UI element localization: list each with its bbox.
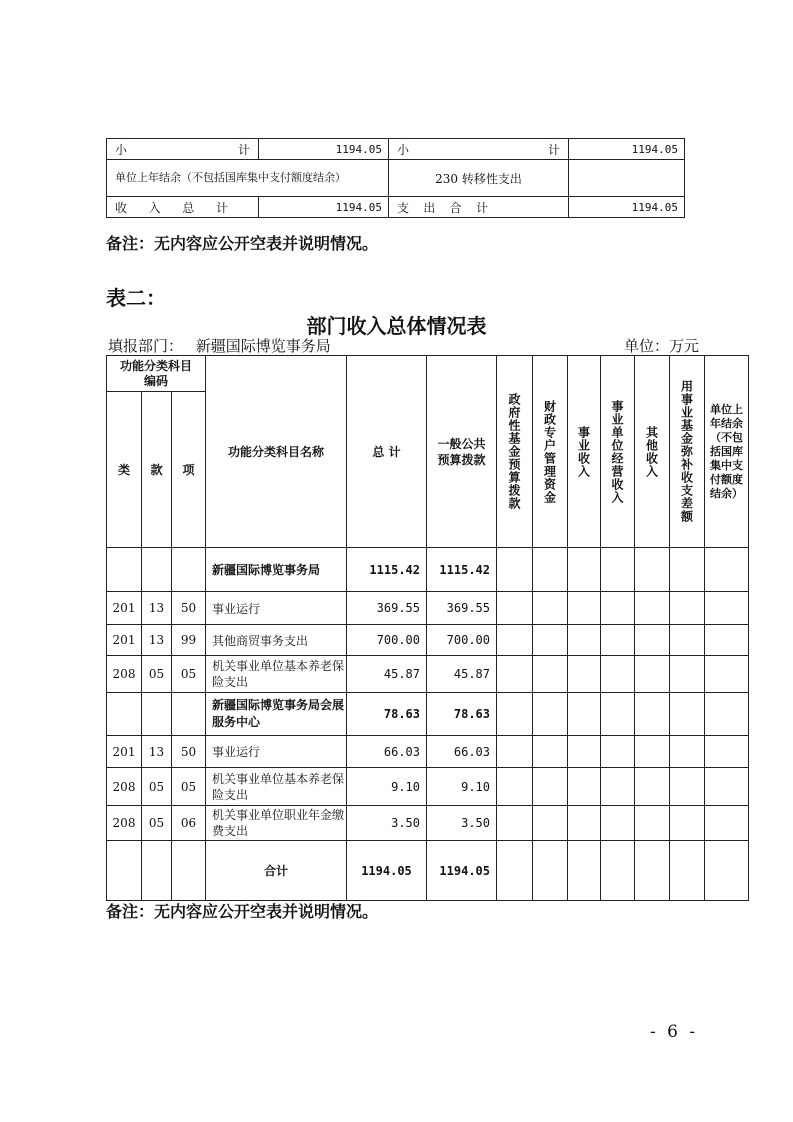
cell-kuan: 13 <box>142 736 172 768</box>
header-deficit-fund: 用事业基金弥补收支差额 <box>670 356 705 548</box>
cell-kuan: 05 <box>142 656 172 693</box>
cell-kuan <box>142 693 172 736</box>
carryover-row <box>107 160 685 197</box>
cell-lei: 208 <box>107 656 142 693</box>
subtotal-right-value: 1194.05 <box>569 139 685 160</box>
cell-general: 45.87 <box>427 656 497 693</box>
cell-lei <box>107 548 142 592</box>
cell-general: 369.55 <box>427 592 497 625</box>
header-name: 功能分类科目名称 <box>206 356 347 548</box>
cell-xiang: 50 <box>172 736 206 768</box>
table-row <box>107 806 749 841</box>
cell-general: 700.00 <box>427 625 497 656</box>
table-row <box>107 768 749 806</box>
header-gov-fund: 政府性基金预算拨款 <box>497 356 533 548</box>
cell-name: 机关事业单位职业年金缴费支出 <box>206 806 347 841</box>
header-kuan: 款 <box>142 392 172 548</box>
sum-general: 1194.05 <box>427 841 497 901</box>
subtotal-row <box>107 139 685 160</box>
cell-name: 事业运行 <box>206 592 347 625</box>
cell-lei: 208 <box>107 768 142 806</box>
budget-summary-table-continued <box>106 138 685 218</box>
cell-xiang: 06 <box>172 806 206 841</box>
header-carryover: 单位上年结余（不包括国库集中支付额度结余） <box>705 356 749 548</box>
cell-lei: 201 <box>107 736 142 768</box>
cell-total: 700.00 <box>347 625 427 656</box>
unit-label: 单位：万元 <box>624 337 700 355</box>
header-special-fund: 财政专户管理资金 <box>533 356 568 548</box>
fill-department <box>108 335 331 356</box>
header-business-income: 事业收入 <box>568 356 601 548</box>
expense-total-value: 1194.05 <box>569 197 685 218</box>
cell-lei: 201 <box>107 625 142 656</box>
fill-department-label: 填报部门： <box>108 337 184 355</box>
header-general-budget: 一般公共预算拨款 <box>427 356 497 548</box>
cell-total: 9.10 <box>347 768 427 806</box>
page-number: - 6 - <box>650 1022 699 1042</box>
cell-general: 1115.42 <box>427 548 497 592</box>
cell-general: 3.50 <box>427 806 497 841</box>
section-heading: 表二： <box>106 286 166 310</box>
cell-xiang <box>172 548 206 592</box>
table-row <box>107 656 749 693</box>
cell-name: 事业运行 <box>206 736 347 768</box>
table-row <box>107 548 749 592</box>
subtotal-left-label: 小 计 <box>107 139 259 160</box>
cell-xiang: 50 <box>172 592 206 625</box>
cell-lei: 201 <box>107 592 142 625</box>
table-row <box>107 693 749 736</box>
header-category-group: 功能分类科目编码 <box>107 356 206 392</box>
cell-total: 66.03 <box>347 736 427 768</box>
expense-total-label: 支 出 合 计 <box>389 197 569 218</box>
sum-label: 合计 <box>206 841 347 901</box>
cell-xiang: 99 <box>172 625 206 656</box>
header-xiang: 项 <box>172 392 206 548</box>
cell-total: 45.87 <box>347 656 427 693</box>
sum-row <box>107 841 749 901</box>
note-2: 备注：无内容应公开空表并说明情况。 <box>106 902 379 921</box>
cell-total: 3.50 <box>347 806 427 841</box>
table-row <box>107 592 749 625</box>
cell-general: 78.63 <box>427 693 497 736</box>
cell-lei <box>107 693 142 736</box>
cell-xiang: 05 <box>172 768 206 806</box>
cell-total: 78.63 <box>347 693 427 736</box>
cell-total: 369.55 <box>347 592 427 625</box>
table-row <box>107 625 749 656</box>
cell-name: 机关事业单位基本养老保险支出 <box>206 656 347 693</box>
table-row <box>107 736 749 768</box>
cell-kuan: 05 <box>142 806 172 841</box>
header-total: 总 计 <box>347 356 427 548</box>
income-total-value: 1194.05 <box>259 197 389 218</box>
income-overview-table <box>106 355 749 901</box>
subtotal-right-label: 小 计 <box>389 139 569 160</box>
cell-lei: 208 <box>107 806 142 841</box>
subtotal-left-value: 1194.05 <box>259 139 389 160</box>
cell-name: 其他商贸事务支出 <box>206 625 347 656</box>
income-total-label: 收 入 总 计 <box>107 197 259 218</box>
total-row <box>107 197 685 218</box>
table-title: 部门收入总体情况表 <box>306 314 487 338</box>
header-operating-income: 事业单位经营收入 <box>601 356 635 548</box>
cell-name: 新疆国际博览事务局 <box>206 548 347 592</box>
cell-xiang <box>172 693 206 736</box>
transfer-value <box>569 160 685 197</box>
header-other-income: 其他收入 <box>635 356 670 548</box>
cell-general: 9.10 <box>427 768 497 806</box>
header-lei: 类 <box>107 392 142 548</box>
cell-name: 机关事业单位基本养老保险支出 <box>206 768 347 806</box>
header-row-1 <box>107 356 749 392</box>
cell-kuan: 05 <box>142 768 172 806</box>
transfer-label: 230 转移性支出 <box>389 160 569 197</box>
cell-kuan: 13 <box>142 592 172 625</box>
carryover-label: 单位上年结余（不包括国库集中支付额度结余） <box>107 160 389 197</box>
cell-general: 66.03 <box>427 736 497 768</box>
fill-department-name: 新疆国际博览事务局 <box>195 337 331 355</box>
sum-total: 1194.05 <box>347 841 427 901</box>
cell-kuan <box>142 548 172 592</box>
cell-kuan: 13 <box>142 625 172 656</box>
note-1: 备注：无内容应公开空表并说明情况。 <box>106 234 379 253</box>
cell-name: 新疆国际博览事务局会展服务中心 <box>206 693 347 736</box>
cell-total: 1115.42 <box>347 548 427 592</box>
cell-xiang: 05 <box>172 656 206 693</box>
